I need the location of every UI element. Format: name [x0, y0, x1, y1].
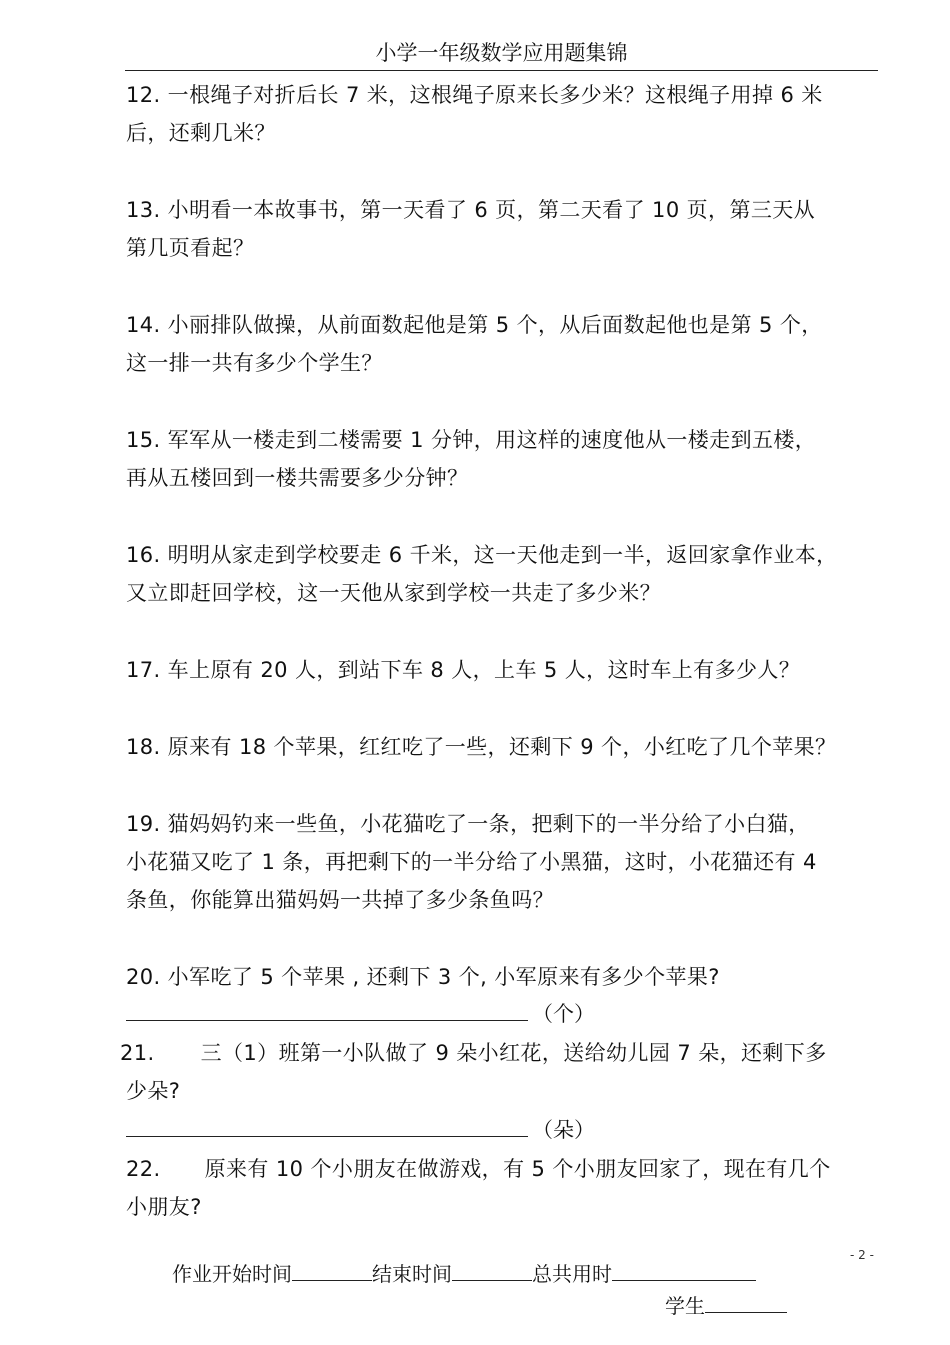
start-time-blank[interactable] [292, 1260, 372, 1281]
question-19-line-3: 条鱼，你能算出猫妈妈一共掉了多少条鱼吗？ [126, 888, 554, 912]
question-20-answer-row [126, 998, 595, 1029]
question-20-line-1: 20. 小军吃了 5 个苹果 , 还剩下 3 个, 小军原来有多少个苹果? [126, 965, 720, 989]
total-time-label: 总共用时 [532, 1262, 612, 1286]
total-time-blank[interactable] [612, 1260, 756, 1281]
question-13-line-1: 13. 小明看一本故事书，第一天看了 6 页，第二天看了 10 页，第三天从 [126, 198, 816, 222]
question-22-line-2: 小朋友? [126, 1195, 202, 1219]
start-time-label: 作业开始时间 [172, 1262, 292, 1286]
question-21-line-2: 少朵? [126, 1079, 181, 1103]
question-16 [126, 536, 881, 612]
question-15 [126, 421, 881, 497]
question-19 [126, 805, 881, 919]
question-17 [126, 651, 881, 689]
question-21-unit: （朵） [532, 1118, 595, 1142]
question-19-line-2: 小花猫又吃了 1 条，再把剩下的一半分给了小黑猫，这时，小花猫还有 4 [126, 850, 817, 874]
question-17-line-1: 17. 车上原有 20 人，到站下车 8 人，上车 5 人，这时车上有多少人？ [126, 658, 801, 682]
question-15-line-2: 再从五楼回到一楼共需要多少分钟？ [126, 466, 469, 490]
question-14 [126, 306, 881, 382]
student-label: 学生 [665, 1294, 705, 1318]
footer-time-row [172, 1260, 756, 1288]
question-12-line-2: 后，还剩几米？ [126, 121, 276, 145]
footer-student-row [665, 1292, 787, 1320]
question-20 [126, 958, 881, 996]
question-13-line-2: 第几页看起？ [126, 236, 255, 260]
question-12-line-1: 12. 一根绳子对折后长 7 米，这根绳子原来长多少米？这根绳子用掉 6 米 [126, 83, 823, 107]
question-16-line-2: 又立即赶回学校，这一天他从家到学校一共走了多少米？ [126, 581, 661, 605]
question-14-line-2: 这一排一共有多少个学生？ [126, 351, 383, 375]
question-21-line-1: 三（1）班第一小队做了 9 朵小红花，送给幼儿园 7 朵，还剩下多 [200, 1041, 827, 1065]
question-21-answer-blank[interactable] [126, 1114, 528, 1137]
end-time-label: 结束时间 [372, 1262, 452, 1286]
question-19-line-1: 19. 猫妈妈钓来一些鱼，小花猫吃了一条，把剩下的一半分给了小白猫， [126, 812, 810, 836]
question-21-answer-row [126, 1114, 595, 1145]
end-time-blank[interactable] [452, 1260, 532, 1281]
question-18 [126, 728, 881, 766]
page-header-title: 小学一年级数学应用题集锦 [375, 41, 628, 65]
question-16-line-1: 16. 明明从家走到学校要走 6 千米，这一天他走到一半，返回家拿作业本， [126, 543, 838, 567]
question-22-number: 22. [126, 1157, 161, 1181]
question-18-line-1: 18. 原来有 18 个苹果，红红吃了一些，还剩下 9 个，小红吃了几个苹果？ [126, 735, 837, 759]
question-22-line-1: 原来有 10 个小朋友在做游戏，有 5 个小朋友回家了，现在有几个 [204, 1157, 831, 1181]
student-name-blank[interactable] [705, 1292, 787, 1313]
header-divider [125, 70, 878, 71]
question-21 [120, 1034, 875, 1110]
question-15-line-1: 15. 军军从一楼走到二楼需要 1 分钟，用这样的速度他从一楼走到五楼， [126, 428, 817, 452]
page-number: - 2 - [850, 1248, 874, 1262]
question-14-line-1: 14. 小丽排队做操，从前面数起他是第 5 个，从后面数起他也是第 5 个， [126, 313, 823, 337]
question-21-number: 21. [120, 1041, 155, 1065]
question-12 [126, 76, 881, 152]
question-20-unit: （个） [532, 1002, 595, 1026]
question-13 [126, 191, 881, 267]
question-20-answer-blank[interactable] [126, 998, 528, 1021]
question-22 [126, 1150, 881, 1226]
